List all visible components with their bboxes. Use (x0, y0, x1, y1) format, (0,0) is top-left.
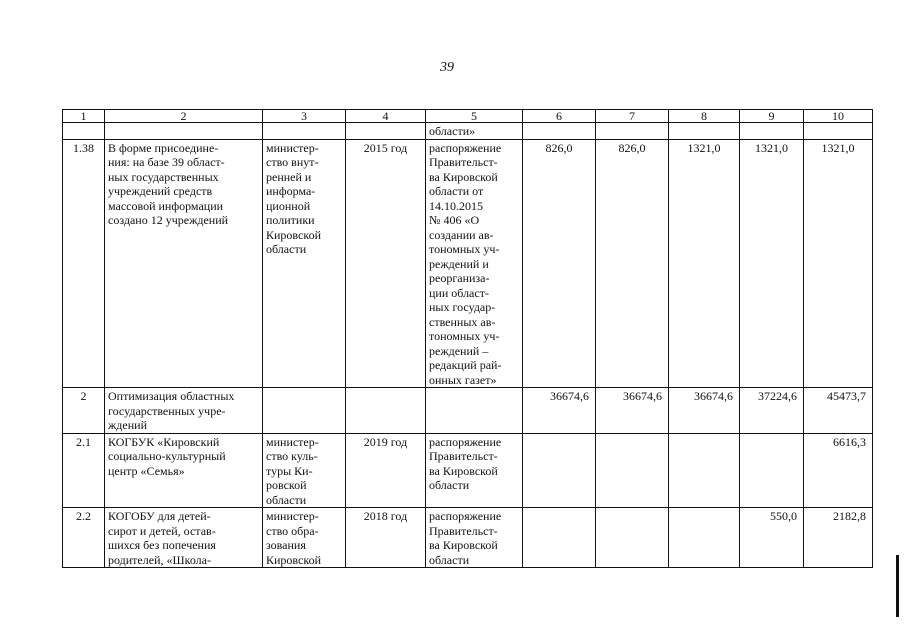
table-row (63, 508, 873, 568)
row-number: 1.38 (63, 139, 105, 388)
row-year (346, 388, 426, 434)
column-header: 1 (63, 110, 105, 123)
table-cell (804, 123, 873, 140)
table-cell-document: области» (426, 123, 523, 140)
row-value-9: 1321,0 (740, 139, 804, 388)
row-value-9: 550,0 (740, 508, 804, 568)
row-value-6: 36674,6 (523, 388, 596, 434)
row-value-8 (669, 433, 740, 508)
row-value-10: 6616,3 (804, 433, 873, 508)
table-cell (740, 123, 804, 140)
table-cell (105, 123, 263, 140)
table-cell (346, 123, 426, 140)
continuation-row (63, 123, 873, 140)
row-value-10: 2182,8 (804, 508, 873, 568)
column-header: 2 (105, 110, 263, 123)
row-value-7 (596, 508, 669, 568)
row-value-9: 37224,6 (740, 388, 804, 434)
header-row (63, 110, 873, 123)
row-number: 2 (63, 388, 105, 434)
row-value-10: 1321,0 (804, 139, 873, 388)
column-header: 6 (523, 110, 596, 123)
data-table (62, 109, 873, 568)
column-header: 5 (426, 110, 523, 123)
table-row (63, 388, 873, 434)
row-document (426, 388, 523, 434)
row-year: 2019 год (346, 433, 426, 508)
row-value-10: 45473,7 (804, 388, 873, 434)
column-header: 9 (740, 110, 804, 123)
column-header: 3 (263, 110, 346, 123)
table-cell (523, 123, 596, 140)
table-cell (263, 123, 346, 140)
column-header: 7 (596, 110, 669, 123)
row-description: КОГОБУ для детей- сирот и детей, остав- шихся без попечения родителей, «Школа- (105, 508, 263, 568)
row-year: 2015 год (346, 139, 426, 388)
page-number: 39 (440, 60, 454, 75)
row-value-8 (669, 508, 740, 568)
row-value-7: 826,0 (596, 139, 669, 388)
row-ministry: министер- ство внут- ренней и информа- ционной политики Кировской области (263, 139, 346, 388)
table-row (63, 139, 873, 388)
row-value-6 (523, 433, 596, 508)
column-header: 4 (346, 110, 426, 123)
row-ministry: министер- ство куль- туры Ки- ровской области (263, 433, 346, 508)
row-ministry: министер- ство обра- зования Кировской (263, 508, 346, 568)
row-document: распоряжение Правительст- ва Кировской области (426, 508, 523, 568)
row-number: 2.1 (63, 433, 105, 508)
row-number: 2.2 (63, 508, 105, 568)
row-description: Оптимизация областных государственных учре- ждений (105, 388, 263, 434)
row-value-8: 36674,6 (669, 388, 740, 434)
row-document: распоряжение Правительст- ва Кировской области (426, 433, 523, 508)
table-cell (669, 123, 740, 140)
column-header: 10 (804, 110, 873, 123)
row-document: распоряжение Правительст- ва Кировской области от 14.10.2015 № 406 «О создании ав- тономных уч- реждений и реорганиза- ции област- ных государ- ственных ав- тономных уч- реждений – редакций рай- онных газет» (426, 139, 523, 388)
row-value-7 (596, 433, 669, 508)
row-ministry (263, 388, 346, 434)
row-value-6 (523, 508, 596, 568)
scan-edge-mark (896, 555, 899, 617)
column-header: 8 (669, 110, 740, 123)
row-value-6: 826,0 (523, 139, 596, 388)
table-cell (63, 123, 105, 140)
row-year: 2018 год (346, 508, 426, 568)
row-description: В форме присоедине- ния: на базе 39 област- ных государственных учреждений средств массовой информации создано 12 учреждений (105, 139, 263, 388)
row-value-8: 1321,0 (669, 139, 740, 388)
table-row (63, 433, 873, 508)
table-cell (596, 123, 669, 140)
row-description: КОГБУК «Кировский социально-культурный центр «Семья» (105, 433, 263, 508)
row-value-9 (740, 433, 804, 508)
row-value-7: 36674,6 (596, 388, 669, 434)
